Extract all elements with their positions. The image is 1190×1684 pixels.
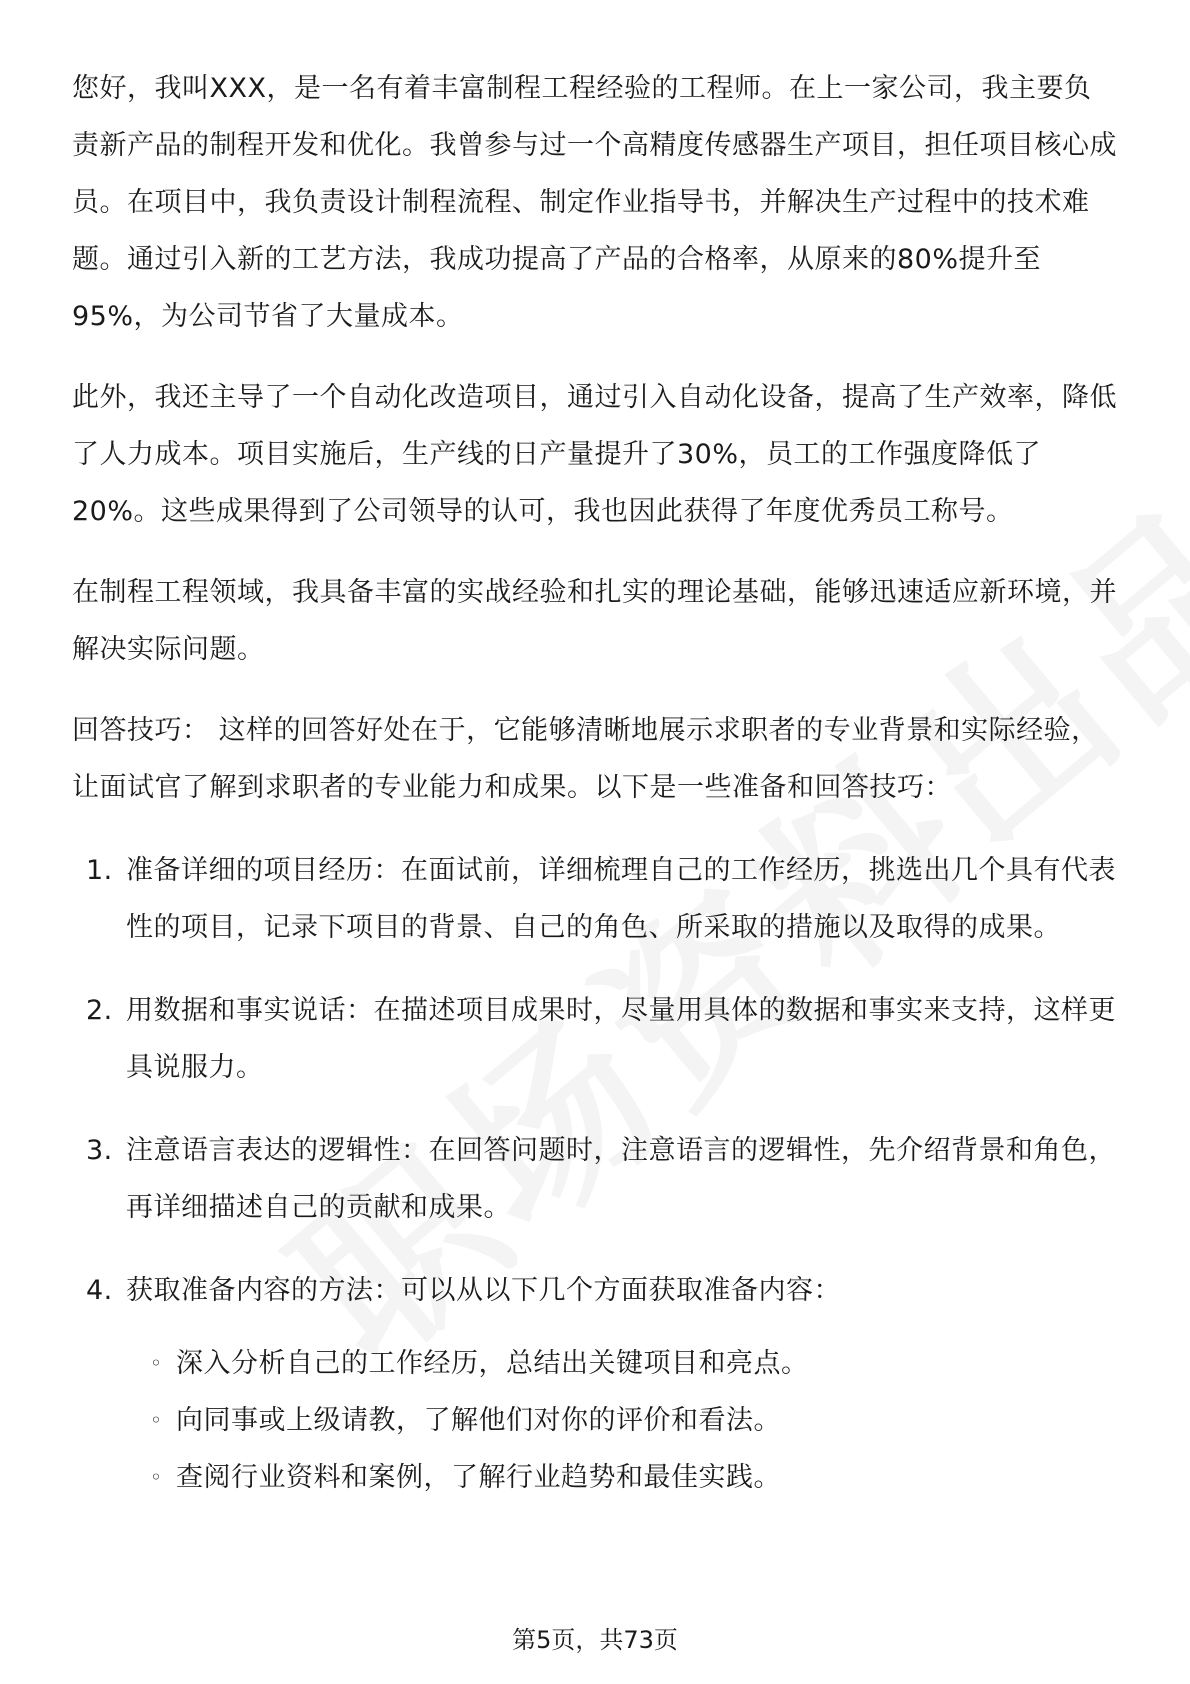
tip-item bbox=[72, 982, 1118, 1096]
tip-item bbox=[72, 1122, 1118, 1236]
tip-number: 1. bbox=[86, 855, 113, 886]
tip-item bbox=[72, 1262, 1118, 1506]
paragraph-intro: 您好，我叫XXX，是一名有着丰富制程工程经验的工程师。在上一家公司，我主要负责新产品的制程开发和优化。我曾参与过一个高精度传感器生产项目，担任项目核心成员。在项目中，我负责设计制程流程、制定作业指导书，并解决生产过程中的技术难题。通过引入新的工艺方法，我成功提高了产品的合格率，从原来的80%提升至95%，为公司节省了大量成本。 bbox=[72, 73, 1117, 332]
paragraph-answer-tips: 回答技巧： 这样的回答好处在于，它能够清晰地展示求职者的专业背景和实际经验，让面试官了解到求职者的专业能力和成果。以下是一些准备和回答技巧： bbox=[72, 715, 1099, 803]
tip-text: 获取准备内容的方法：可以从以下几个方面获取准备内容： bbox=[126, 1275, 841, 1306]
bullet-icon: ◦ bbox=[150, 1465, 163, 1489]
tip-item bbox=[72, 842, 1118, 956]
tip-number: 2. bbox=[86, 995, 113, 1026]
tip-number: 4. bbox=[86, 1275, 113, 1306]
sub-item-text: 深入分析自己的工作经历，总结出关键项目和亮点。 bbox=[176, 1348, 809, 1379]
bullet-icon: ◦ bbox=[150, 1351, 163, 1375]
tips-list bbox=[72, 842, 1118, 1506]
tip-text: 准备详细的项目经历：在面试前，详细梳理自己的工作经历，挑选出几个具有代表性的项目，记录下项目的背景、自己的角色、所采取的措施以及取得的成果。 bbox=[126, 855, 1116, 943]
tip-text: 用数据和事实说话：在描述项目成果时，尽量用具体的数据和事实来支持，这样更具说服力。 bbox=[126, 995, 1116, 1083]
sub-list-item bbox=[126, 1335, 1118, 1392]
paragraph-automation: 此外，我还主导了一个自动化改造项目，通过引入自动化设备，提高了生产效率，降低了人力成本。项目实施后，生产线的日产量提升了30%，员工的工作强度降低了20%。这些成果得到了公司领导的认可，我也因此获得了年度优秀员工称号。 bbox=[72, 382, 1117, 527]
tip-text: 注意语言表达的逻辑性：在回答问题时，注意语言的逻辑性，先介绍背景和角色，再详细描述自己的贡献和成果。 bbox=[126, 1135, 1116, 1223]
bullet-icon: ◦ bbox=[150, 1408, 163, 1432]
sub-item-text: 查阅行业资料和案例，了解行业趋势和最佳实践。 bbox=[176, 1462, 781, 1493]
page-number-footer: 第5页，共73页 bbox=[512, 1626, 678, 1654]
paragraph-expertise: 在制程工程领域，我具备丰富的实战经验和扎实的理论基础，能够迅速适应新环境，并解决实际问题。 bbox=[72, 577, 1117, 665]
tip-number: 3. bbox=[86, 1135, 113, 1166]
sub-list bbox=[126, 1335, 1118, 1506]
page-content bbox=[72, 60, 1118, 1532]
sub-list-item bbox=[126, 1449, 1118, 1506]
sub-list-item bbox=[126, 1392, 1118, 1449]
sub-item-text: 向同事或上级请教，了解他们对你的评价和看法。 bbox=[176, 1405, 781, 1436]
